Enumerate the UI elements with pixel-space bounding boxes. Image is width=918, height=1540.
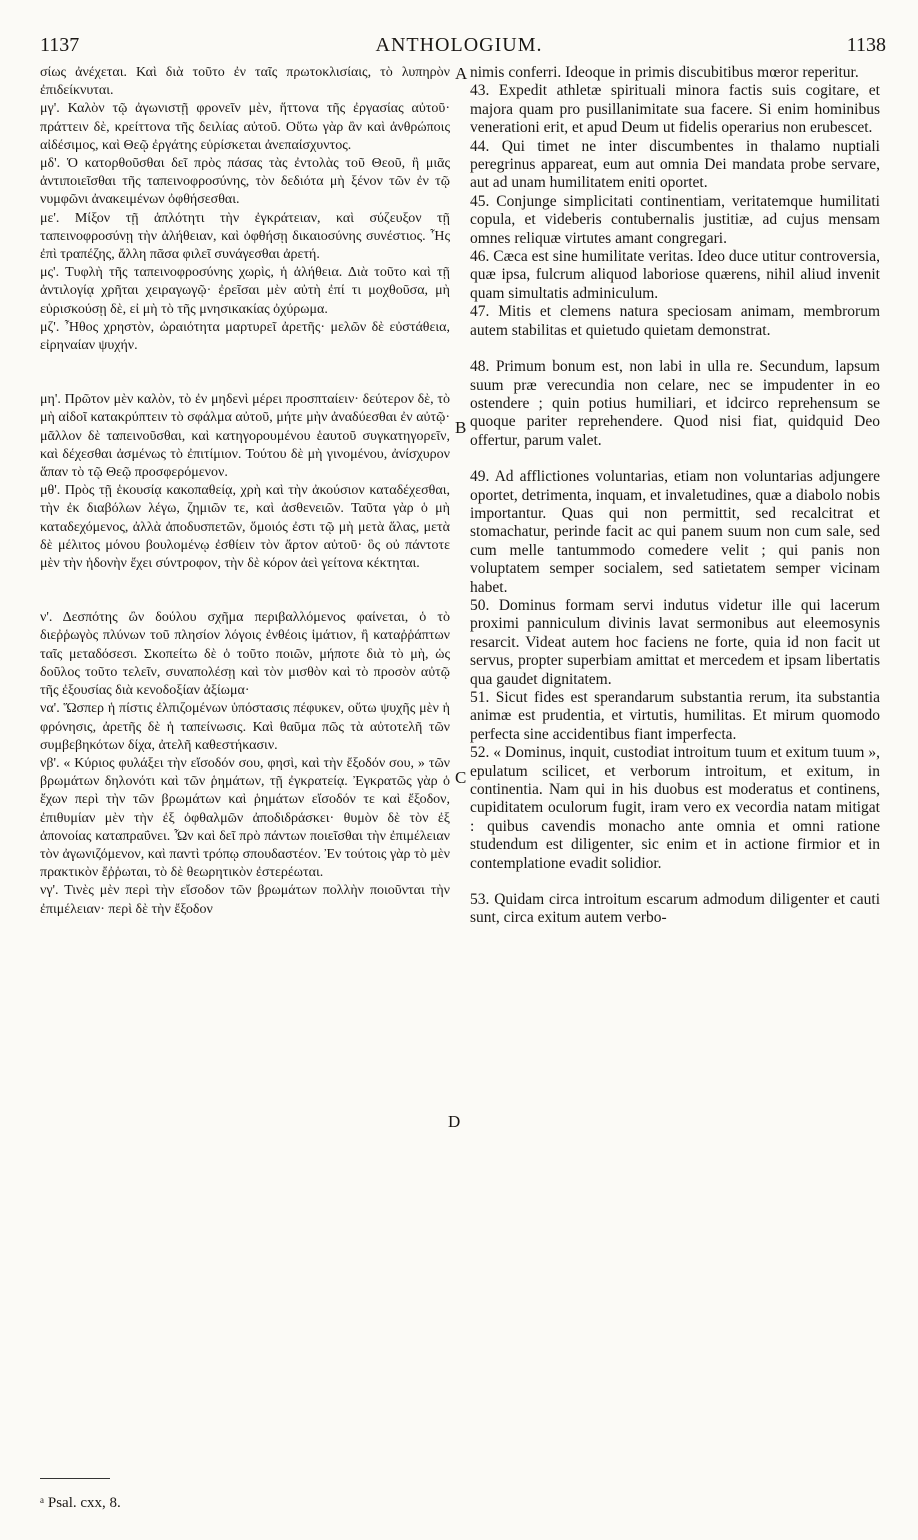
greek-paragraph: μγ'. Καλὸν τῷ ἀγωνιστῇ φρονεῖν μὲν, ἥττονα τῆς ἐργασίας αὐτοῦ· πράττειν δὲ, κρείττονα τῆς δειλίας αὐτοῦ. Οὕτω γὰρ ἂν καὶ ἀνθρώποις αἰδέσιμος, καὶ Θεῷ ἐργάτης εὑρίσκεται ἀνεπαίσχυντος. bbox=[40, 101, 450, 153]
margin-marker-c: C bbox=[455, 768, 467, 787]
latin-paragraph: 49. Ad afflictiones voluntarias, etiam non voluntarias adjungere oportet, detrimenta, inquam, et invaletudines, quæ a diabolo nobis importantur. Quas qui non permittit, sed recalcitrat et stomachatur, perinde facit ac qui panem suum non cum sale, sed cum melle tantummodo comedere velit ; qui panis non voluptatem semper socialem, sed satietatem semper vicinam habet. bbox=[470, 468, 880, 596]
greek-paragraph: νβ'. « Κύριος φυλάξει τὴν εἴσοδόν σου, φησὶ, καὶ τὴν ἔξοδόν σου, » τῶν βρωμάτων δηλονότι καὶ τῶν ῥημάτων, τῇ ἐγκρατείᾳ. Ἐγκρατῶς γὰρ ὁ ἔχων περὶ τὴν τῶν βρωμάτων καὶ ῥημάτων εἴσοδόν τε καὶ ἔξοδον, ἐπιθυμίαν μὲν τὴν ἐξ ὀφθαλμῶν ἀποδιδράσκει· θυμὸν δὲ τὸν ἐξ ἀπονοίας καταπραΰνει. Ὧν καὶ δεῖ πρὸ πάντων ποιεῖσθαι τὴν ἐπιμέλειαν τὸν ἀγωνιζόμενον, καὶ παντὶ τρόπῳ σπουδαστέον. Ἐν τούτοις γὰρ τὸ μὲν πρακτικὸν ἔῤῥωται, τὸ δὲ θεωρητικὸν ἐστερέωται. bbox=[40, 755, 450, 881]
footnote: ᵃ Psal. cxx, 8. bbox=[40, 1495, 121, 1511]
greek-paragraph: ν'. Δεσπότης ὢν δούλου σχῆμα περιβαλλόμενος φαίνεται, ὁ τὸ διεῤῥωγὸς πλύνων τοῦ πλησίον λόγοις ἐνθέοις ἱμάτιον, ἢ καταῤῥάπτων ταῖς μεταδόσεσι. Σκοπείτω δὲ ὁ τοῦτο ποιῶν, μήποτε διὰ τὸ μὴ, ὡς δοῦλος τοῦτο τελεῖν, συναπολέσῃ καὶ τὸν μισθὸν καὶ τὸ προσὸν αὐτῷ τῆς ἐξουσίας διὰ κενοδοξίαν ἀξίωμα· bbox=[40, 610, 450, 699]
latin-paragraph: 50. Dominus formam servi indutus videtur ille qui lacerum proximi panniculum divinis lavat sermonibus aut eleemosynis resarcit. Videat autem hoc faciens ne forte, quia id non facit ut servus, propter superbiam amittat et mercedem et ipsam libertatis qua gaudet dignitatem. bbox=[470, 596, 880, 688]
greek-paragraph: να'. Ὥσπερ ἡ πίστις ἐλπιζομένων ὑπόστασις πέφυκεν, οὕτω ψυχῆς μὲν ἡ φρόνησις, ἀρετῆς δὲ ἡ ταπείνωσις. Καὶ θαῦμα πῶς τὰ αὐτοτελῆ τῶν συμβεβηκότων δίχα, ἀτελῆ καθεστήκασιν. bbox=[40, 701, 450, 753]
latin-paragraph: 46. Cæca est sine humilitate veritas. Ideo duce utitur controversia, quæ ipsa, fulcrum aliquod laboriose quærens, nihil aliud invenit quam simultatis adminiculum. bbox=[470, 248, 880, 302]
greek-column bbox=[40, 64, 450, 919]
latin-paragraph: nimis conferri. Ideoque in primis discubitibus mœror reperitur. bbox=[470, 64, 859, 81]
latin-paragraph: 45. Conjunge simplicitati continentiam, veritatemque humilitati copula, et videberis contubernalis justitiæ, ad cujus mensam omnes reliquæ virtutes amant congregari. bbox=[470, 192, 880, 247]
latin-paragraph: 51. Sicut fides est sperandarum substantia rerum, ita substantia animæ est prudentia, et virtutis, humilitas. Et mirum quomodo perfecta sine accidentibus fiant imperfecta. bbox=[470, 689, 880, 743]
left-page-number: 1137 bbox=[40, 34, 80, 56]
greek-paragraph: με'. Μίξον τῇ ἁπλότητι τὴν ἐγκράτειαν, καὶ σύζευξον τῇ ταπεινοφροσύνῃ τὴν ἀλήθειαν, καὶ ὀφθήσῃ δικαιοσύνης συνέστιος. Ἧς ἐπὶ τραπέζης, ἄλλη πᾶσα φιλεῖ συνάγεσθαι ἀρετή. bbox=[40, 210, 450, 263]
greek-paragraph: μς'. Τυφλὴ τῆς ταπεινοφροσύνης χωρὶς, ἡ ἀλήθεια. Διὰ τοῦτο καὶ τῇ ἀντιλογίᾳ χρῆται χειραγωγῷ· ἐρεῖσαι μὲν αὐτὴ ἐπί τι μοχθοῦσα, μὴ εὑρισκούσῃ δὲ, εἰ μὴ τὸ τῆς μνησικακίας ὀχύρωμα. bbox=[40, 265, 450, 317]
greek-paragraph: μδ'. Ὁ κατορθοῦσθαι δεῖ πρὸς πάσας τὰς ἐντολὰς τοῦ Θεοῦ, ἢ μιᾶς ἀντιποιεῖσθαι τῆς ταπεινοφροσύνης, τὸν δεδιότα μὴ ξένον τῶν ἐν τῷ νυμφῶνι ἀνακειμένων ὀφθήσεσθαι. bbox=[40, 156, 450, 208]
right-page-number: 1138 bbox=[846, 34, 886, 56]
latin-paragraph: 53. Quidam circa introitum escarum admodum diligenter et cauti sunt, circa exitum autem verbo- bbox=[470, 891, 880, 927]
latin-paragraph: 44. Qui timet ne inter discumbentes in thalamo nuptiali peregrinus appareat, eum aut omnia Dei mandata probe servare, aut ad unam humilitatem eniti oportet. bbox=[470, 137, 880, 192]
greek-paragraph: μθ'. Πρὸς τῇ ἑκουσίᾳ κακοπαθείᾳ, χρὴ καὶ τὴν ἀκούσιον καταδέχεσθαι, τὴν ἐκ διαβόλων λέγω, ζημιῶν τε, καὶ ἀσθενειῶν. Ταῦτα γὰρ ὁ μὴ καταδεχόμενος, ἀλλὰ ἀποδυσπετῶν, ὅμοιός ἐστι τῷ μὴ μετὰ ἅλας, μετὰ δὲ μέλιτος μόνου βουλομένῳ ἐσθίειν τὸν ἄρτον αὐτοῦ· ὃς οὐ πάντοτε μὲν τὴν ἡδονὴν ἔχει σύντροφον, τὴν δὲ κόρον ἀεὶ γείτονα κέκτηται. bbox=[40, 483, 450, 572]
latin-paragraph: 52. « Dominus, inquit, custodiat introitum tuum et exitum tuum », epulatum scilicet, et verborum introitum, et exitum, in continentia. Nam qui in his duobus est moderatus et continens, cupiditatem oculorum fugit, iram vero ex vecordia natam mitigat : quibus cavendis monacho ante omnia et omni ratione studendum est diligenter, sic enim et in actione firmior et in contemplatione evadit solidior. bbox=[470, 744, 880, 872]
greek-paragraph: σίως ἀνέχεται. Καὶ διὰ τοῦτο ἐν ταῖς πρωτοκλισίαις, τὸ λυπηρὸν ἐπιδείκνυται. bbox=[40, 65, 450, 99]
greek-paragraph: νγ'. Τινὲς μὲν περὶ τὴν εἴσοδον τῶν βρωμάτων πολλὴν ποιοῦνται τὴν ἐπιμέλειαν· περὶ δὲ τὴν ἔξοδον bbox=[40, 883, 450, 917]
margin-marker-b: B bbox=[455, 418, 467, 437]
footnote-divider bbox=[40, 1478, 110, 1479]
latin-paragraph: 47. Mitis et clemens natura speciosam animam, membrorum autem stabilitas et quietudo quietam demonstrat. bbox=[470, 303, 880, 339]
margin-marker-a: A bbox=[455, 64, 468, 83]
greek-paragraph: μη'. Πρῶτον μὲν καλὸν, τὸ ἐν μηδενὶ μέρει προσπταίειν· δεύτερον δὲ, τὸ μὴ αἰδοῖ κατακρύπτειν τὸ σφάλμα αὐτοῦ, μήτε μὴν ἀναδύεσθαι ἐν αὐτῷ· μᾶλλον δὲ ταπεινοῦσθαι, καὶ κατηγορουμένου ἑαυτοῦ συγκατηγορεῖν, καὶ δέχεσθαι ἀσμένως τὸ ἐπιτίμιον. Τούτου δὲ μὴ γινομένου, ἀνίσχυρον ἅπαν τὸ τῷ Θεῷ προσφερόμενον. bbox=[40, 392, 450, 481]
greek-paragraph: μζ'. Ἦθος χρηστὸν, ὡραιότητα μαρτυρεῖ ἀρετῆς· μελῶν δὲ εὐστάθεια, εἰρηναίαν ψυχήν. bbox=[40, 319, 450, 354]
latin-paragraph: 48. Primum bonum est, non labi in ulla re. Secundum, lapsum suum præ verecundia non celare, nec se impudenter in eo ostendere ; quin potius humiliari, et idcirco reprehensum se quoque pariter reprehendere. Quod nisi fiat, quidquid Deo offertur, parum valet. bbox=[470, 358, 880, 449]
margin-marker-d: D bbox=[448, 1112, 461, 1131]
latin-column bbox=[470, 64, 880, 928]
latin-paragraph: 43. Expedit athletæ spirituali minora factis suis cogitare, et majora quam pro pusillanimitate sua facere. Si enim hominibus venerationi erit, et apud Deum ut fidelis operarius non erubescet. bbox=[470, 82, 880, 137]
running-title: ANTHOLOGIUM. bbox=[375, 34, 543, 56]
